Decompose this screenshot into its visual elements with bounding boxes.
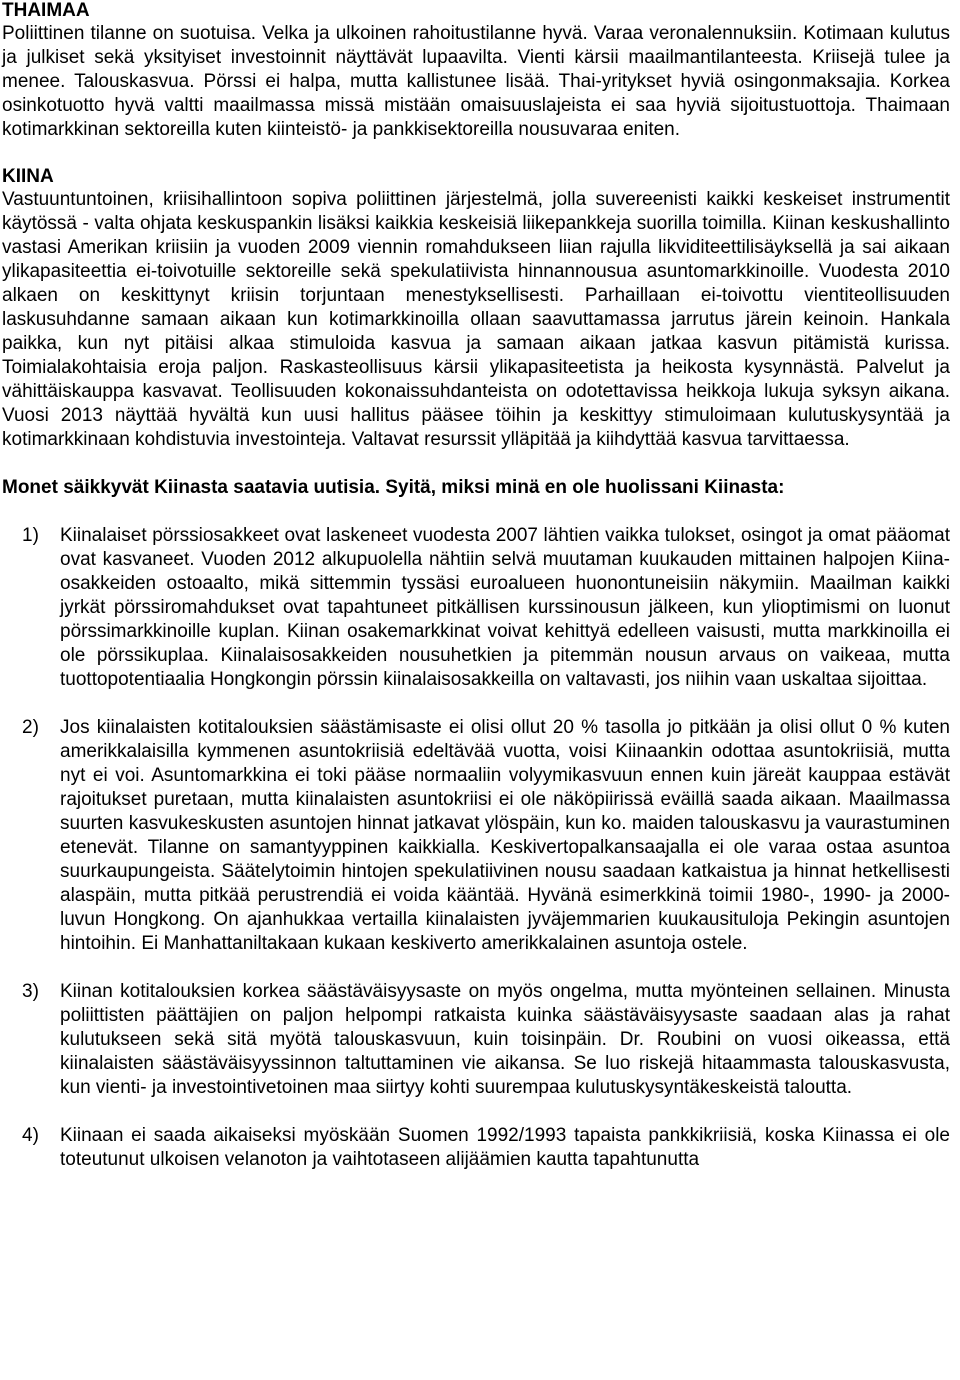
list-item-text: Kiinaan ei saada aikaiseksi myöskään Suomen 1992/1993 tapaista pankkikriisiä, koska Kiinassa ei ole toteutunut ulkoisen velanoton ja vaihtotaseen alijäämien kautta tapahtunutta [60,1125,950,1170]
list-item [2,1124,950,1172]
list-item-text: Kiinan kotitalouksien korkea säästäväisyysaste on myös ongelma, mutta myönteinen sellainen. Minusta poliittisten päättäjien on paljon helpompi ratkaista kuinka säästäväisyysaste saadaan alas ja rahat kulutukseen sekä sitä myötä talouskasvuun, kuin toisinpäin. Dr. Roubini on vuosi oikeassa, että kiinalaisten säästäväisyyssinnon taltuttaminen vie aikansa. Se luo riskejä hitaammasta talouskasvusta, kun vienti- ja investointivetoinen maa siirtyy kohti suurempaa kulutuskysyntäkeskeistä taloutta. [60,981,950,1098]
reasons-list [2,524,950,1172]
news-heading: Monet säikkyvät Kiinasta saatavia uutisia. Syitä, miksi minä en ole huolissani Kiinasta: [2,477,785,498]
section-heading-thailand: THAIMAA [2,0,90,21]
list-item [2,716,950,956]
list-item [2,524,950,692]
section-thailand [2,0,950,142]
list-item-text: Kiinalaiset pörssiosakkeet ovat laskeneet vuodesta 2007 lähtien vaikka tulokset, osingot ja omat pääomat ovat kasvaneet. Vuoden 2012 alkupuolella nähtiin selvä muutaman kuukauden mittainen halpojen Kiina-osakkeiden ostoaalto, mikä sittemmin tyssäsi euroalueen huonontuneisiin näkymiin. Maailman kaikki jyrkät pörssiromahdukset ovat tapahtuneet pitkällisen kurssinousun jälkeen, kun ylioptimismi on luonut pörssimarkkinoille kuplan. Kiinan osakemarkkinat voivat kehittyä edelleen vaisusti, mutta markkinoilla ei ole pörssikuplaa. Kiinalaisosakkeiden nousuhetkien ja pitemmän nousun arvaus on vaikeaa, mutta tuottopotentiaalia Hongkongin pörssin kiinalaisosakkeilla on valtavasti, jos niihin vaan uskaltaa sijoittaa. [60,525,950,690]
paragraph-thailand: Poliittinen tilanne on suotuisa. Velka ja ulkoinen rahoitustilanne hyvä. Varaa veronalennuksiin. Kotimaan kulutus ja julkiset sekä yksityiset investoinnit näyttävät lupaavilta. Vienti kärsii maailmantilanteesta. Kriisejä tulee ja menee. Talouskasvua. Pörssi ei halpa, mutta kallistunee lisää. Thai-yritykset hyviä osingonmaksajia. Korkea osinkotuotto hyvä valtti maailmassa missä mistään omaisuuslajeista ei saa hyviä sijoitustuottoja. Thaimaan kotimarkkinan sektoreilla kuten kiinteistö- ja pankkisektoreilla nousuvaraa eniten. [2,23,950,140]
list-item-number: 4) [22,1125,39,1146]
paragraph-china: Vastuuntuntoinen, kriisihallintoon sopiva poliittinen järjestelmä, jolla suvereenisti kaikki keskeiset instrumentit käytössä - valta ohjata keskuspankin lisäksi kaikkia keskeisiä liikepankkeja suorilla toimilla. Kiinan keskushallinto vastasi Amerikan kriisiin ja vuoden 2009 viennin romahdukseen liian rajulla likviditeettilisäyksellä ja sai aikaan ylikapasiteettia ei-toivotuille sektoreille sekä spekulatiivista hinnannousua asuntomarkkinoille. Vuodesta 2010 alkaen on keskittynyt kriisin torjuntaan menestyksellisesti. Parhaillaan ei-toivottu vientiteollisuuden laskusuhdanne samaan aikaan kun kotimarkkinoilla ollaan saavuttamassa jarrutus järein keinoin. Hankala paikka, kun nyt pitäisi alkaa stimuloida kasvua ja samaan aikaan jatkaa kasvun pitämistä kurissa. Toimialakohtaisia eroja paljon. Raskasteollisuus kärsii ylikapasiteetista ja heikosta kysynnästä. Palvelut ja vähittäiskauppa kasvavat. Teollisuuden kokonaissuhdanteista on odotettavissa heikkoja lukuja syksyn aikana. Vuosi 2013 näyttää hyvältä kun uusi hallitus pääsee töihin ja keskittyy stimuloimaan kulutuskysyntää ja kotimarkkinaan kohdistuvia investointeja. Valtavat resurssit ylläpitää ja kiihdyttää kasvua tarvittaessa. [2,189,950,450]
list-item-number: 2) [22,717,39,738]
section-china [2,166,950,452]
list-item-number: 1) [22,525,39,546]
list-item [2,980,950,1100]
document-page [2,0,950,1172]
list-item-number: 3) [22,981,39,1002]
section-heading-china: KIINA [2,166,54,187]
list-item-text: Jos kiinalaisten kotitalouksien säästämisaste ei olisi ollut 20 % tasolla jo pitkään ja olisi ollut 0 % kuten amerikkalaisilla kymmenen asuntokriisiä edeltävää vuotta, voisi Kiinaankin odottaa asuntokriisiä, mutta nyt ei voi. Asuntomarkkina ei toki pääse normaaliin volyymikasvuun ennen kuin järeät kauppaa estävät rajoitukset puretaan, mutta kiinalaisten asuntokriisi ei ole näköpiirissä eväillä saada aikaan. Maailmassa suurten kasvukeskusten asuntojen hinnat jatkavat ylöspäin, kun ko. maiden talouskasvu ja vaurastuminen etenevät. Tilanne on samantyyppinen kaikkialla. Keskivertopalkansaajalla ei ole varaa ostaa asuntoa suurkaupungeista. Säätelytoimin hintojen spekulatiivinen nousu saadaan katkaistua ja hinnat hetkellisesti alaspäin, mutta pitkää perustrendiä ei voida kääntää. Hyvänä esimerkkinä toimii 1980-, 1990- ja 2000-luvun Hongkong. On ajanhukkaa vertailla kiinalaisten jyväjemmarien kuukausituloja Pekingin asuntojen hintoihin. Ei Manhattaniltakaan kukaan keskiverto amerikkalainen asuntoja ostele. [60,717,950,954]
